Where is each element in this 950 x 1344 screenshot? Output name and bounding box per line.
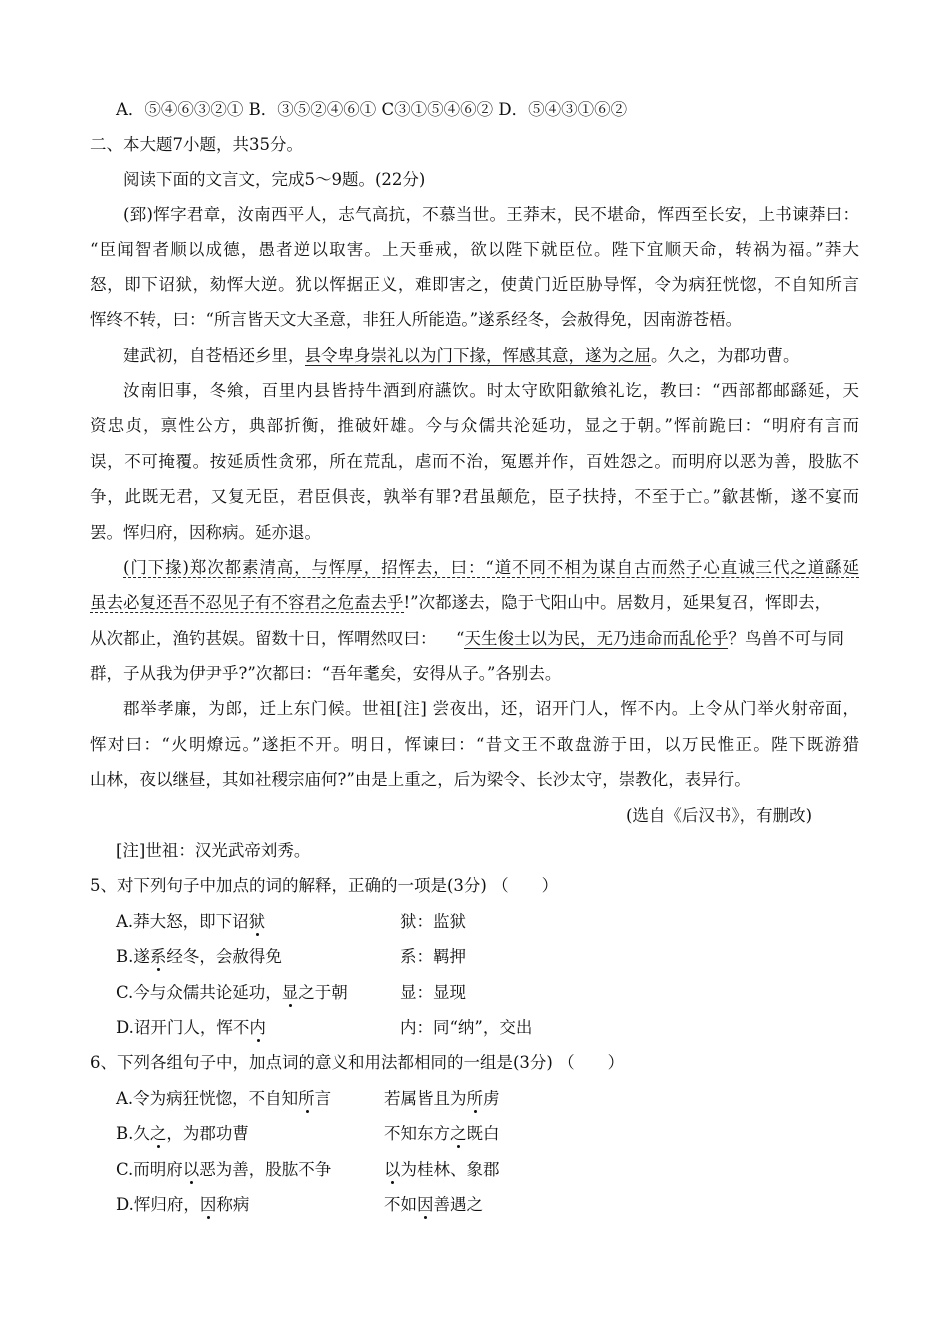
passage-text: ？鸟兽不可与同 bbox=[728, 629, 844, 648]
passage-text: 建武初，自苍梧还乡里， bbox=[123, 346, 305, 365]
passage-line: 郡举孝廉，为郎，迁上东门候。世祖[注] 尝夜出，还，诏开门人，恽不内。上令从门举火射帝面， bbox=[123, 699, 859, 718]
section2-heading: 二、本大题7小题，共35分。 bbox=[90, 135, 303, 154]
q4-options: A．⑤④⑥③②① B．③⑤②④⑥① C③①⑤④⑥② D．⑤④③①⑥② bbox=[116, 100, 628, 119]
passage-line: 资忠贞，禀性公方，典部折衡，推破奸雄。今与众儒共沦延功，显之于朝。”恽前跪曰：“明府有言而 bbox=[90, 416, 859, 435]
q5-option-d: D.诏开门人，恽不内 bbox=[116, 1018, 266, 1037]
q6-option-d-left: D.恽归府，因称病 bbox=[116, 1195, 250, 1214]
wavy-underlined-text: (门下掾)郑次都素清高，与恽厚，招恽去，曰：“道不同不相为谋自古而然子心直诚三代之道繇延 bbox=[123, 558, 859, 577]
dotted-word: 显 bbox=[281, 983, 299, 1002]
passage-text: 。久之，为郡功曹。 bbox=[651, 346, 800, 365]
passage-text: “ bbox=[456, 629, 465, 648]
passage-line: 从次都止，渔钓甚娱。留数十日，恽喟然叹曰： bbox=[90, 629, 437, 648]
passage-line bbox=[90, 591, 831, 615]
dotted-word: 内 bbox=[249, 1018, 266, 1037]
passage-line: 争，此既无君，又复无臣，君臣俱丧，孰举有罪?君虽颠危，臣子扶持，不至于亡。”歙甚惭，遂不宴而 bbox=[90, 487, 859, 506]
passage-text: !”次都遂去，隐于弋阳山中。居数月，延果复召，恽即去， bbox=[403, 593, 832, 612]
q6-option-c-left: C.而明府以恶为善，股肱不争 bbox=[116, 1160, 332, 1179]
dotted-word: 所 bbox=[466, 1089, 483, 1108]
passage-line: 群，子从我为伊尹乎?”次都曰：“吾年耄矣，安得从子。”各别去。 bbox=[90, 664, 562, 683]
q6-option-b-right: 不知东方之既白 bbox=[384, 1124, 500, 1143]
q6-option-a-right: 若属皆且为所虏 bbox=[384, 1089, 500, 1108]
q5-option-a: A.莽大怒，即下诏狱 bbox=[116, 912, 266, 931]
dotted-word: 因 bbox=[417, 1195, 434, 1214]
passage-line: 汝南旧事，冬飨，百里内县皆持牛酒到府讌饮。时太守欧阳歙飨礼讫，教曰：“西部都邮繇延，天 bbox=[123, 381, 859, 400]
passage-line bbox=[123, 344, 800, 368]
dotted-word: 狱 bbox=[248, 912, 266, 931]
dotted-word: 因 bbox=[199, 1195, 217, 1214]
q5-gloss-d: 内：同“纳”，交出 bbox=[400, 1018, 533, 1037]
underlined-sentence: 天生俊士以为民，无乃违命而乱伦乎 bbox=[464, 629, 729, 648]
dotted-word: 以 bbox=[182, 1160, 200, 1179]
q6-option-d-right: 不如因善遇之 bbox=[384, 1195, 483, 1214]
dotted-word: 所 bbox=[298, 1089, 315, 1108]
passage-line: 恽对曰：“火明燎远。”遂拒不开。明日，恽谏曰：“昔文王不敢盘游于田，以万民惟正。陛下既游猎 bbox=[90, 735, 859, 754]
q6-option-c-right: 以为桂林、象郡 bbox=[384, 1160, 500, 1179]
q5-option-b: B.遂系经冬，会赦得免 bbox=[116, 947, 282, 966]
passage-line: 恽终不转，曰：“所言皆天文大圣意，非狂人所能造。”遂系经冬，会赦得免，因南游苍梧。 bbox=[90, 310, 743, 329]
reading-instruction: 阅读下面的文言文，完成5～9题。(22分) bbox=[123, 170, 426, 189]
passage-line bbox=[456, 627, 844, 651]
underlined-sentence: 县令卑身崇礼以为门下掾，恽感其意，遂为之屈 bbox=[304, 346, 651, 365]
dotted-word: 之 bbox=[450, 1124, 467, 1143]
q5-stem: 5、对下列句子中加点的词的解释，正确的一项是(3分) （ ） bbox=[90, 876, 559, 895]
passage-note: [注]世祖：汉光武帝刘秀。 bbox=[116, 841, 311, 860]
passage-line: 山林，夜以继昼，其如社稷宗庙何?”由是上重之，后为梁令、长沙太守，崇教化，表异行。 bbox=[90, 770, 751, 789]
wavy-underlined-text: 虽去必复还吾不忍见子有不容君之危盍去乎 bbox=[90, 593, 404, 612]
passage-line: “臣闻智者顺以成德，愚者逆以取害。上天垂戒，欲以陛下就臣位。陛下宜顺天命，转祸为福。”莽大 bbox=[90, 240, 859, 259]
passage-line: 罢。恽归府，因称病。延亦退。 bbox=[90, 523, 321, 542]
q6-option-b-left: B.久之，为郡功曹 bbox=[116, 1124, 249, 1143]
dotted-word: 以 bbox=[384, 1160, 401, 1179]
q5-option-c: C.今与众儒共论延功，显之于朝 bbox=[116, 983, 348, 1002]
dotted-word: 之 bbox=[149, 1124, 167, 1143]
passage-line: (郅)恽字君章，汝南西平人，志气高抗，不慕当世。王莽末，民不堪命，恽西至长安，上书谏莽曰： bbox=[123, 205, 859, 224]
q5-gloss-b: 系：羁押 bbox=[400, 947, 466, 966]
passage-line bbox=[123, 556, 859, 580]
q5-gloss-a: 狱：监狱 bbox=[400, 912, 466, 931]
passage-line: 怒，即下诏狱，劾恽大逆。犹以恽据正义，难即害之，使黄门近臣胁导恽，令为病狂恍惚，不自知所言 bbox=[90, 275, 859, 294]
q6-option-a-left: A.令为病狂恍惚，不自知所言 bbox=[116, 1089, 332, 1108]
dotted-word: 系 bbox=[149, 947, 167, 966]
q5-gloss-c: 显：显现 bbox=[400, 983, 466, 1002]
passage-source: (选自《后汉书》，有删改) bbox=[626, 806, 813, 825]
passage-line: 误，不可掩覆。按延质性贪邪，所在荒乱，虐而不治，冤慝并作，百姓怨之。而明府以恶为善，股肱不 bbox=[90, 452, 859, 471]
q6-stem: 6、下列各组句子中，加点词的意义和用法都相同的一组是(3分) （ ） bbox=[90, 1053, 625, 1072]
